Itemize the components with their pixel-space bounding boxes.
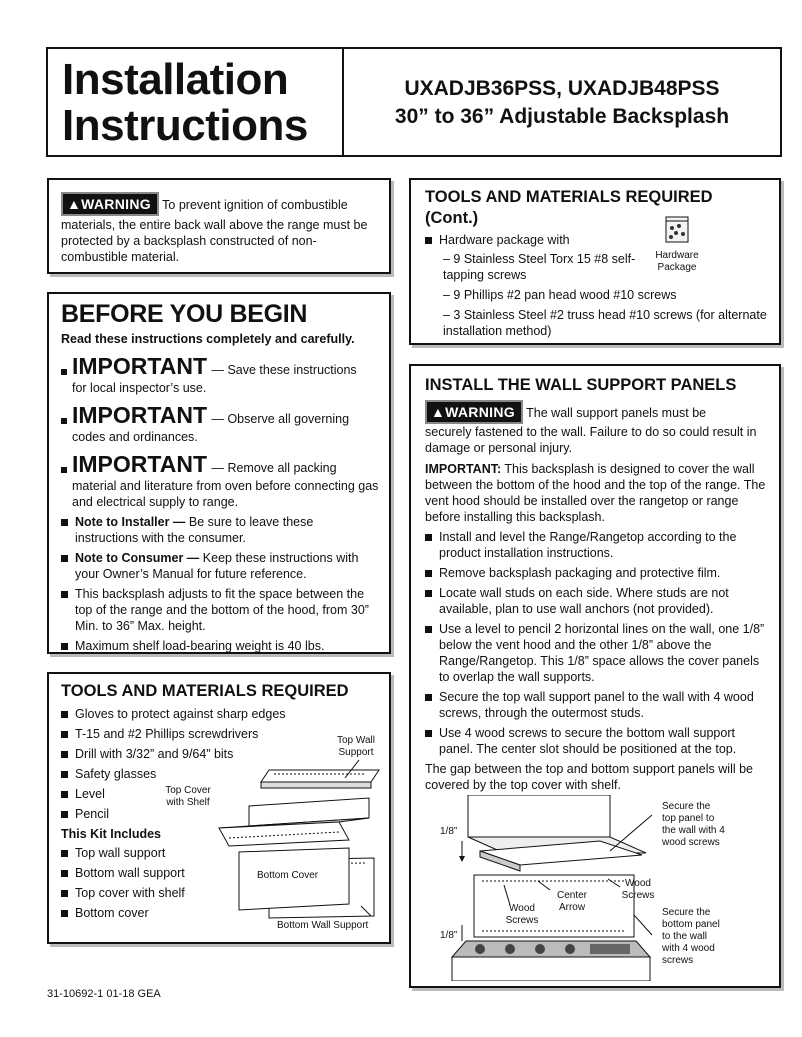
list-item: Drill with 3/32” and 9/64” bits bbox=[61, 746, 379, 762]
list-item: Safety glasses bbox=[61, 766, 379, 782]
list-item: Secure the top wall support panel to the wall with 4 wood screws, through the outermost studs. bbox=[425, 689, 771, 721]
before-you-begin-box bbox=[47, 292, 391, 654]
tools-title: TOOLS AND MATERIALS REQUIRED bbox=[61, 682, 349, 700]
list-item: T-15 and #2 Phillips screwdrivers bbox=[61, 726, 379, 742]
label-wood-screws-left: Wood Screws bbox=[505, 903, 539, 926]
hardware-package-label: Hardware Package bbox=[655, 250, 699, 273]
hardware-detail-2: – 9 Phillips #2 pan head wood #10 screws bbox=[443, 288, 677, 302]
note-shelf: Maximum shelf load-bearing weight is 40 lbs. bbox=[61, 638, 379, 654]
label-eighth-bottom: 1/8” bbox=[440, 930, 458, 941]
list-item: Remove backsplash packaging and protective film. bbox=[425, 565, 771, 581]
important-2: IMPORTANT — Observe all governing codes and ordinances. bbox=[61, 402, 379, 445]
kit-parts-illustration bbox=[199, 756, 389, 926]
model-block bbox=[344, 49, 780, 155]
install-steps bbox=[425, 529, 771, 757]
header bbox=[46, 47, 782, 157]
hardware-package-icon bbox=[664, 214, 690, 244]
hardware-item: Hardware package with bbox=[425, 232, 769, 248]
important-1: IMPORTANT — Save these instructions for local inspector’s use. bbox=[61, 353, 379, 396]
label-secure-top: Secure the top panel to the wall with 4 wood screws bbox=[662, 801, 725, 848]
top-cover-drawing bbox=[219, 798, 369, 846]
hardware-detail-3: – 3 Stainless Steel #2 truss head #10 screws (for alternate installation method) bbox=[443, 308, 767, 338]
install-box: INSTALL THE WALL SUPPORT PANELS ▲WARNING The wall support panels must be securely fastened to the wall. Failure to do so could result in damage or personal injury. IMPORTANT: This backsplash is designed to cover the wall between the bottom of the hood and the top of the range. The vent hood should be installed over the rangetop or range before installing this backsplash. Install and level the Range/Rangetop according to the product installation instructions. Remove backsplash packaging and protective film. Locate wall studs on each side. Where studs are not available, plan to use wall anchors (not provided). Use a level to pencil 2 horizontal lines on the wall, one 1/8” below the vent hood and the other 1/8” above the Range/Rangetop. This 1/8” space allows the cover panels to overlap the wall supports. Secure the top wall support panel to the wall with 4 wood screws, through the outermost studs. Use 4 wood screws to secure the bottom wall support panel. The center slot should be positioned at the top. The gap between the top and bottom support panels will be covered by the top cover with shelf. bbox=[409, 364, 781, 988]
list-item: Install and level the Range/Rangetop according to the product installation instructions. bbox=[425, 529, 771, 561]
page-title: Installation Instructions bbox=[62, 55, 308, 150]
list-item: Level bbox=[61, 786, 379, 802]
label-bottom-wall-support: Bottom Wall Support bbox=[277, 920, 369, 931]
top-wall-support-drawing bbox=[261, 770, 379, 788]
install-title: INSTALL THE WALL SUPPORT PANELS bbox=[425, 376, 737, 394]
label-top-cover: Top Cover with Shelf bbox=[165, 785, 211, 808]
product-subtitle: 30” to 36” Adjustable Backsplash bbox=[394, 105, 730, 128]
label-bottom-cover: Bottom Cover bbox=[257, 870, 319, 881]
warning-text: materials, the entire back wall above the range must be protected by a backsplash constructed of non-combustible material. bbox=[61, 218, 368, 264]
list-item: Pencil bbox=[61, 806, 379, 822]
tools-cont-title: TOOLS AND MATERIALS REQUIRED bbox=[425, 188, 713, 206]
install-warning-text: securely fastened to the wall. Failure to do so could result in damage or personal injury. bbox=[425, 425, 757, 455]
warning-badge: ▲WARNING bbox=[425, 400, 523, 424]
important-3: IMPORTANT — Remove all packing material and literature from oven before connecting gas and electrical supply to range. bbox=[61, 451, 379, 510]
document-number: 31-10692-1 01-18 GEA bbox=[47, 988, 161, 1000]
list-item: Locate wall studs on each side. Where studs are not available, plan to use wall anchors (not provided). bbox=[425, 585, 771, 617]
label-wood-screws-right: Wood Screws bbox=[621, 878, 655, 901]
hardware-detail-1: – 9 Stainless Steel Torx 15 #8 self-tapping screws bbox=[443, 252, 636, 282]
install-important: IMPORTANT: This backsplash is designed to cover the wall between the bottom of the hood and the top of the range. The vent hood should be installed over the rangetop or range before installing this backsplash. bbox=[425, 462, 766, 524]
warning-badge: ▲WARNING bbox=[61, 192, 159, 216]
install-gap-note: The gap between the top and bottom support panels will be covered by the top cover with shelf. bbox=[425, 762, 753, 792]
title-block bbox=[48, 49, 344, 155]
label-top-wall-support: Top Wall Support bbox=[337, 735, 375, 758]
list-item: Bottom cover bbox=[61, 905, 379, 921]
label-center-arrow: Center Arrow bbox=[556, 890, 587, 913]
list-item: Top cover with shelf bbox=[61, 885, 379, 901]
note-installer: Note to Installer — Be sure to leave these instructions with the consumer. bbox=[61, 514, 379, 546]
list-item: Use a level to pencil 2 horizontal lines on the wall, one 1/8” below the vent hood and the other 1/8” above the Range/Rangetop. This 1/8” space allows the cover panels to overlap the wall supports. bbox=[425, 621, 771, 685]
model-numbers: UXADJB36PSS, UXADJB48PSS bbox=[404, 77, 720, 100]
label-secure-bottom: Secure the bottom panel to the wall with 4 wood screws bbox=[662, 907, 720, 966]
note-adjust: This backsplash adjusts to fit the space between the top of the range and the bottom of the hood, from 30” Min. to 36” Max. height. bbox=[61, 586, 379, 634]
list-item: Gloves to protect against sharp edges bbox=[61, 706, 379, 722]
note-consumer: Note to Consumer — Keep these instructions with your Owner’s Manual for future reference. bbox=[61, 550, 379, 582]
tools-box bbox=[47, 672, 391, 944]
range-drawing bbox=[452, 941, 650, 981]
list-item: Top wall support bbox=[61, 845, 379, 861]
section-subtitle: Read these instructions completely and carefully. bbox=[61, 332, 355, 346]
list-item: Bottom wall support bbox=[61, 865, 379, 881]
list-item: Use 4 wood screws to secure the bottom wall support panel. The center slot should be positioned at the top. bbox=[425, 725, 771, 757]
kit-title: This Kit Includes bbox=[61, 827, 162, 841]
tools-cont-box: TOOLS AND MATERIALS REQUIRED (Cont.) Hardware package with – 9 Stainless Steel Torx 15 #8 self-tapping screws – 9 Phillips #2 pan head wood #10 screws – 3 Stainless Steel #2 truss head #10 screws (for alternate installation method) Hardware Package bbox=[409, 178, 781, 345]
warning-box: ▲WARNING To prevent ignition of combustible materials, the entire back wall above the range must be protected by a backsplash constructed of non-combustible material. bbox=[47, 178, 391, 274]
label-eighth-top: 1/8” bbox=[440, 826, 458, 837]
section-title: BEFORE YOU BEGIN bbox=[61, 300, 308, 328]
